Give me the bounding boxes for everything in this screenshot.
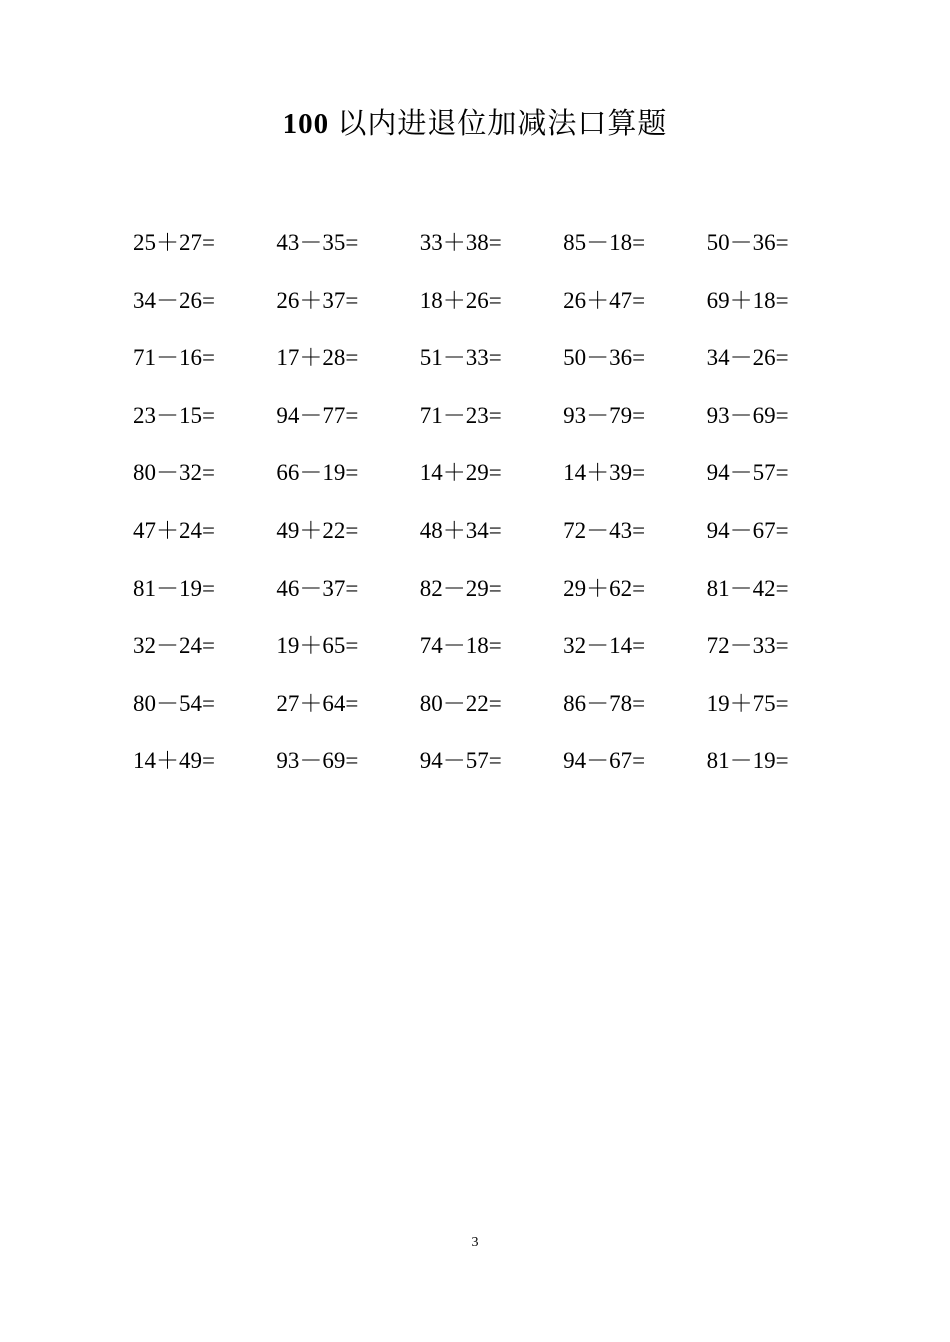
problem-item: 71－16= — [133, 345, 215, 371]
problem-item: 50－36= — [563, 345, 646, 371]
problem-row — [133, 571, 853, 629]
problem-item: 94－67= — [563, 748, 646, 774]
problem-item: 25＋27= — [133, 230, 215, 255]
problem-item: 14＋49= — [133, 748, 215, 774]
problem-item: 94－57= — [419, 748, 502, 774]
problem-row — [133, 283, 853, 341]
problem-item: 81－42= — [706, 575, 789, 601]
problem-item: 23－15= — [133, 402, 215, 428]
problem-item: 50－36= — [706, 230, 789, 255]
problem-item: 94－57= — [706, 460, 789, 486]
title-text: 以内进退位加减法口算题 — [329, 108, 668, 140]
problem-item: 48＋34= — [419, 517, 502, 543]
problem-item: 33＋38= — [419, 230, 502, 255]
problem-item: 82－29= — [419, 575, 502, 601]
problem-item: 80－22= — [419, 690, 502, 716]
problem-item: 72－43= — [563, 517, 646, 543]
problem-item: 14＋29= — [419, 460, 502, 486]
problem-row — [133, 398, 853, 456]
problem-item: 26＋47= — [563, 287, 646, 313]
problem-item: 46－37= — [276, 575, 359, 601]
problem-item: 32－14= — [563, 633, 646, 659]
page-number: 3 — [471, 1235, 479, 1250]
title-number: 100 — [282, 108, 330, 140]
problem-item: 85－18= — [563, 230, 646, 255]
problem-item: 47＋24= — [133, 517, 215, 543]
problem-item: 93－79= — [563, 402, 646, 428]
problem-item: 80－32= — [133, 460, 215, 486]
problem-item: 86－78= — [563, 690, 646, 716]
problem-item: 81－19= — [133, 575, 215, 601]
problem-item: 19＋65= — [276, 633, 359, 659]
problem-grid — [133, 225, 853, 801]
problem-item: 94－77= — [276, 402, 359, 428]
problem-item: 66－19= — [276, 460, 359, 486]
problem-item: 14＋39= — [563, 460, 646, 486]
problem-item: 94－67= — [706, 517, 789, 543]
problem-row — [133, 686, 853, 744]
problem-item: 18＋26= — [419, 287, 502, 313]
problem-item: 93－69= — [276, 748, 359, 774]
problem-item: 17＋28= — [276, 345, 359, 371]
problem-item: 80－54= — [133, 690, 215, 716]
problem-row — [133, 513, 853, 571]
problem-item: 43－35= — [276, 230, 359, 255]
problem-item: 32－24= — [133, 633, 215, 659]
problem-item: 51－33= — [419, 345, 502, 371]
problem-row — [133, 225, 853, 283]
problem-item: 72－33= — [706, 633, 789, 659]
problem-row — [133, 743, 853, 801]
problem-item: 34－26= — [706, 345, 789, 371]
problem-item: 29＋62= — [563, 575, 646, 601]
problem-item: 81－19= — [706, 748, 789, 774]
problem-item: 71－23= — [419, 402, 502, 428]
problem-item: 34－26= — [133, 287, 215, 313]
problem-item: 69＋18= — [706, 287, 789, 313]
page-title — [0, 104, 950, 144]
problem-row — [133, 628, 853, 686]
problem-item: 26＋37= — [276, 287, 359, 313]
problem-item: 19＋75= — [706, 690, 789, 716]
problem-row — [133, 340, 853, 398]
problem-row — [133, 455, 853, 513]
problem-item: 93－69= — [706, 402, 789, 428]
problem-item: 74－18= — [419, 633, 502, 659]
problem-item: 49＋22= — [276, 517, 359, 543]
problem-item: 27＋64= — [276, 690, 359, 716]
